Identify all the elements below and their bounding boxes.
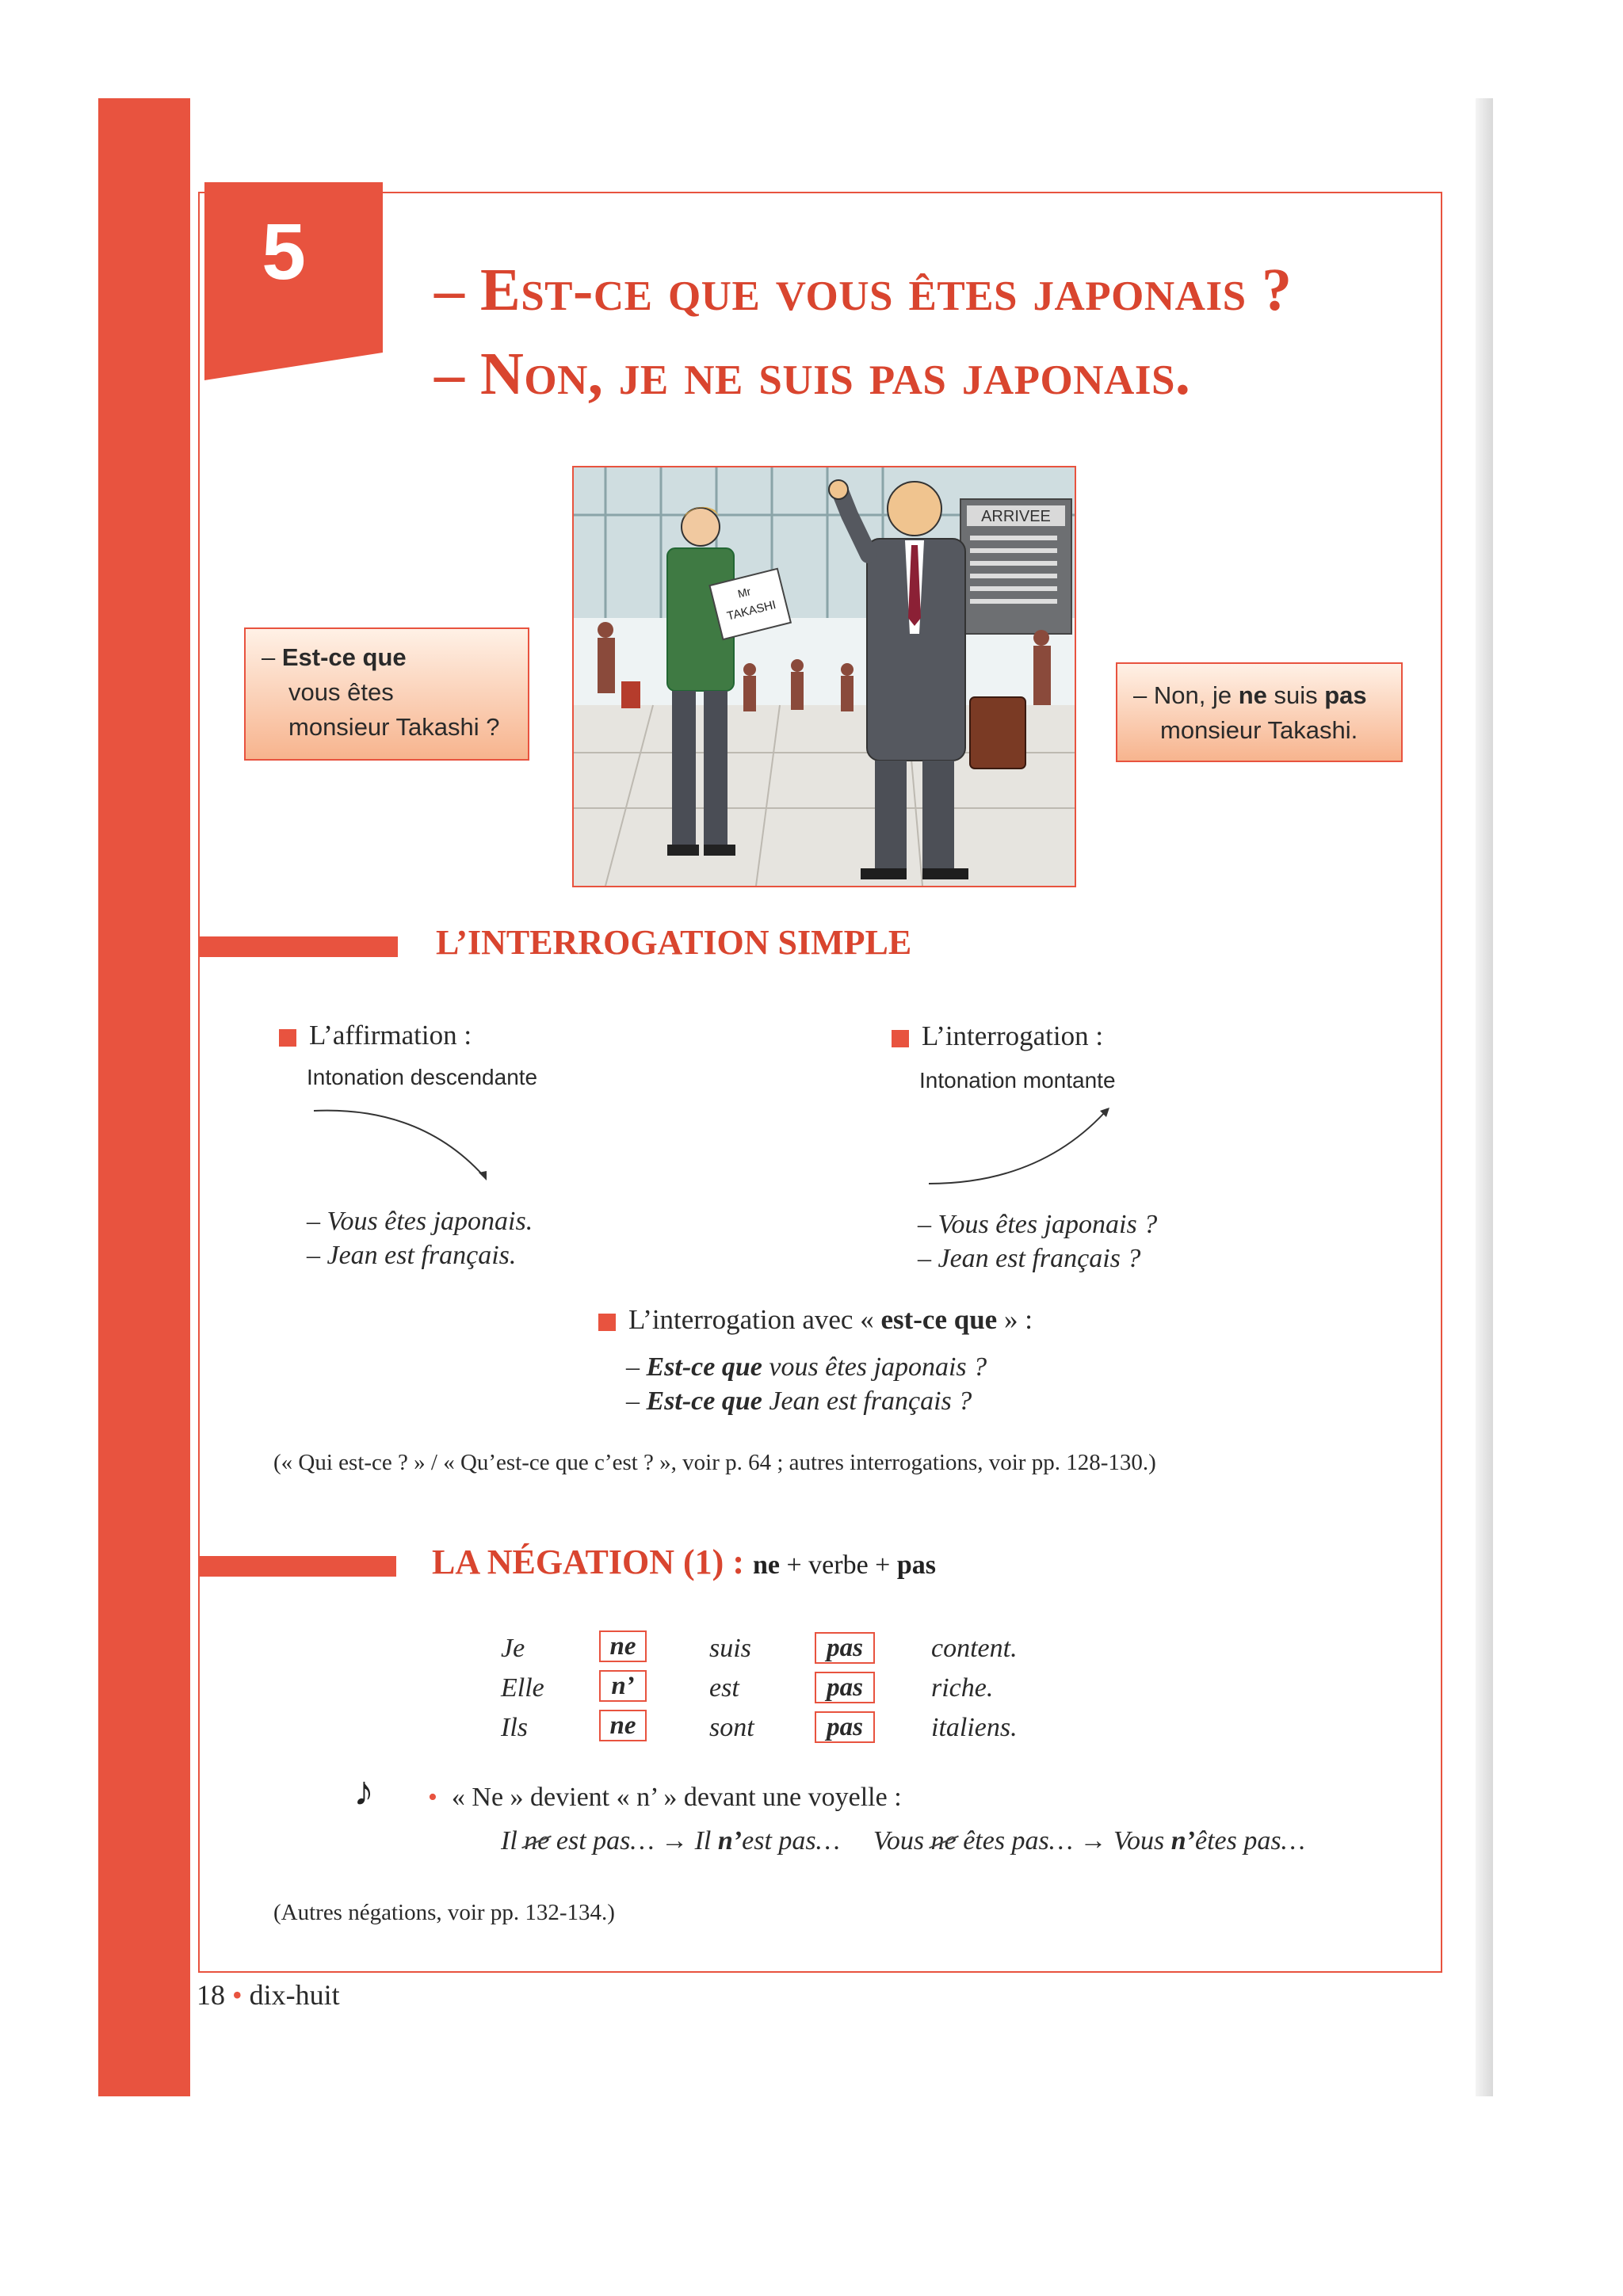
descending-intonation-arrow-icon — [309, 1100, 499, 1187]
bubble-est-ce-que: Est-ce que — [281, 643, 407, 671]
square-bullet-icon — [892, 1030, 909, 1047]
section-marker-bar — [200, 936, 398, 957]
lesson-title-question: – Est-ce que vous êtes japonais ? — [434, 257, 1293, 323]
negation-reference-note: (Autres négations, voir pp. 132-134.) — [273, 1900, 615, 1925]
table-subject: Ils — [501, 1713, 528, 1742]
table-rest: italiens. — [931, 1713, 1018, 1742]
sign-mr-text: Mr — [736, 585, 752, 601]
bubble-question-line-3: monsieur Takashi ? — [288, 713, 500, 742]
table-ne-box: ne — [599, 1630, 647, 1662]
elision-examples: Il ne est pas… → Il n’est pas… Vous ne êtes pas… → Vous n’êtes pas… — [501, 1824, 1305, 1859]
lesson-number: 5 — [262, 208, 306, 296]
bubble-answer-line-1: – Non, je ne suis pas — [1133, 681, 1367, 709]
table-subject: Elle — [501, 1673, 544, 1703]
section-title-negation: LA NÉGATION (1) : ne + verbe + pas — [432, 1543, 936, 1581]
page-footer: 18 • dix-huit — [197, 1979, 340, 2011]
left-red-margin-bar — [98, 98, 190, 2096]
rising-intonation-arrow-icon — [919, 1101, 1117, 1188]
page-edge-shadow — [1476, 98, 1493, 2096]
speech-bubble-answer — [1116, 662, 1403, 762]
table-rest: content. — [931, 1634, 1018, 1663]
table-ne-box: ne — [599, 1710, 647, 1741]
affirmation-intonation: Intonation descendante — [307, 1065, 538, 1089]
est-ce-que-example-1: – Est-ce que vous êtes japonais ? — [626, 1352, 987, 1382]
arrivee-board-text: ARRIVEE — [981, 508, 1051, 525]
bubble-answer-line-2: monsieur Takashi. — [1160, 716, 1358, 745]
bubble-question-line-2: vous êtes — [288, 678, 394, 707]
table-subject: Je — [501, 1634, 525, 1663]
table-pas-box: pas — [815, 1632, 875, 1664]
lesson-title-answer: – Non, je ne suis pas japonais. — [434, 341, 1191, 407]
table-verb: est — [709, 1673, 739, 1703]
interrogation-reference-note: (« Qui est-ce ? » / « Qu’est-ce que c’est ? », voir p. 64 ; autres interrogations, voir pp. 128-130.) — [273, 1450, 1156, 1475]
music-note-icon: ♪ — [353, 1769, 374, 1814]
section-title-interrogation: L’INTERROGATION SIMPLE — [436, 923, 912, 962]
table-verb: sont — [709, 1713, 754, 1742]
airport-illustration — [572, 466, 1076, 887]
affirmation-example-1: – Vous êtes japonais. — [307, 1207, 533, 1236]
affirmation-label: L’affirmation : — [279, 1021, 472, 1049]
interrogation-example-1: – Vous êtes japonais ? — [918, 1210, 1158, 1239]
est-ce-que-example-2: – Est-ce que Jean est français ? — [626, 1386, 972, 1416]
page-number-word: dix-huit — [249, 1979, 340, 2011]
affirmation-example-2: – Jean est français. — [307, 1241, 517, 1270]
elision-rule: • « Ne » devient « n’ » devant une voyelle : — [428, 1783, 902, 1812]
table-pas-box: pas — [815, 1711, 875, 1743]
table-ne-box: n’ — [599, 1670, 647, 1702]
interrogation-example-2: – Jean est français ? — [918, 1244, 1141, 1273]
bubble-question-line-1: – Est-ce que — [262, 643, 407, 671]
speech-bubble-question — [244, 627, 529, 761]
section-marker-bar — [200, 1556, 396, 1577]
square-bullet-icon — [279, 1029, 296, 1047]
page-number: 18 — [197, 1979, 225, 2011]
sign-takashi-text: TAKASHI — [725, 597, 777, 624]
interrogation-intonation: Intonation montante — [919, 1068, 1116, 1093]
table-verb: suis — [709, 1634, 751, 1663]
est-ce-que-label: L’interrogation avec « est-ce que » : — [598, 1306, 1033, 1333]
table-pas-box: pas — [815, 1672, 875, 1703]
interrogation-label: L’interrogation : — [892, 1022, 1103, 1050]
square-bullet-icon — [598, 1314, 616, 1331]
airport-scene-drawing — [574, 467, 1075, 886]
table-rest: riche. — [931, 1673, 994, 1703]
